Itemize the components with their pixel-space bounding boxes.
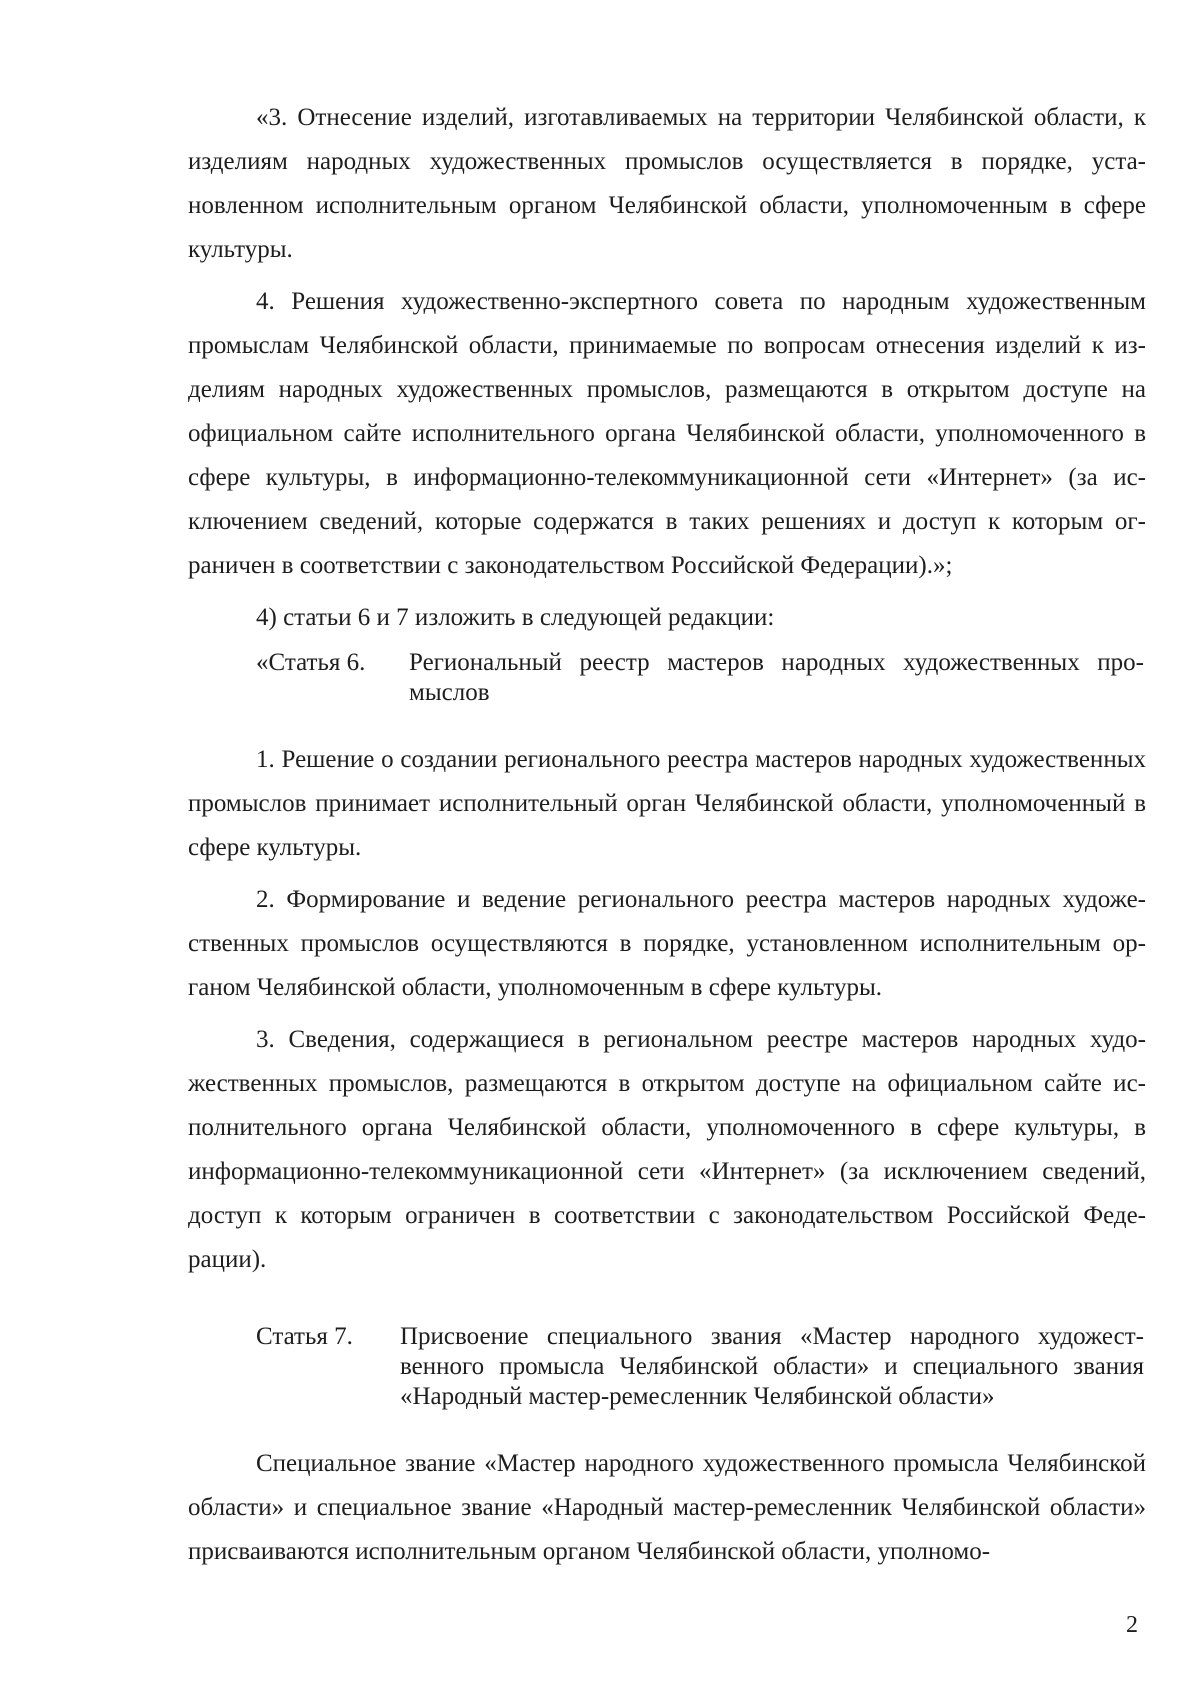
page-number: 2 <box>1126 1612 1138 1638</box>
article-6-paragraph-1: 1. Решение о создании регионального реестра мастеров народных художественных промыслов принимает исполнительный орган Челябинской области, уполномоченный в сфере культуры. <box>188 746 1146 861</box>
article-6-label: «Статья 6. <box>256 649 366 676</box>
paragraph-item-3: «3. Отнесение изделий, изготавливаемых на территории Челябинской области, к изделиям народных художественных промыслов осуществляется в порядке, установленном исполнительным органом Челябинской области, уполномоченным в сфере культуры. <box>188 104 1146 263</box>
article-7-title: Присвоение специального звания «Мастер народного художественного промысла Челябинской области» и специального звания «Народный мастер-ремесленник Челябинской области» <box>400 1323 1144 1410</box>
article-7-label: Статья 7. <box>256 1323 353 1350</box>
article-6-title: Региональный реестр мастеров народных художественных промыслов <box>409 649 1144 706</box>
article-6-heading <box>256 648 1146 708</box>
article-7-paragraph-1: Специальное звание «Мастер народного художественного промысла Челябинской области» и специальное звание «Народный мастер-ремесленник Челябинской области» присваиваются исполнительным органом Челябинской области, уполномо- <box>188 1450 1146 1565</box>
document-body <box>188 96 1146 1574</box>
article-6-paragraph-2: 2. Формирование и ведение регионального реестра мастеров народных художественных промыслов осуществляются в порядке, установленном исполнительным органом Челябинской области, уполномоченным в сфере культуры. <box>188 886 1146 1001</box>
article-6-paragraph-3: 3. Сведения, содержащиеся в региональном реестре мастеров народных художественных промыслов, размещаются в открытом доступе на официальном сайте исполнительного органа Челябинской области, уполномоченного в сфере культуры, в информационно-телекоммуникационной сети «Интернет» (за исключением сведений, доступ к которым ограничен в соответствии с законодательством Российской Федерации). <box>188 1026 1146 1273</box>
paragraph-item-4: 4. Решения художественно-экспертного совета по народным художественным промыслам Челябинской области, принимаемые по вопросам отнесения изделий к изделиям народных художественных промыслов, размещаются в открытом доступе на официальном сайте исполнительного органа Челябинской области, уполномоченного в сфере культуры, в информационно-телекоммуникационной сети «Интернет» (за исключением сведений, которые содержатся в таких решениях и доступ к которым ограничен в соответствии с законодательством Российской Федерации).»; <box>188 288 1146 579</box>
paragraph-amendment-4: 4) статьи 6 и 7 изложить в следующей редакции: <box>256 604 775 631</box>
article-7-heading <box>256 1322 1146 1412</box>
